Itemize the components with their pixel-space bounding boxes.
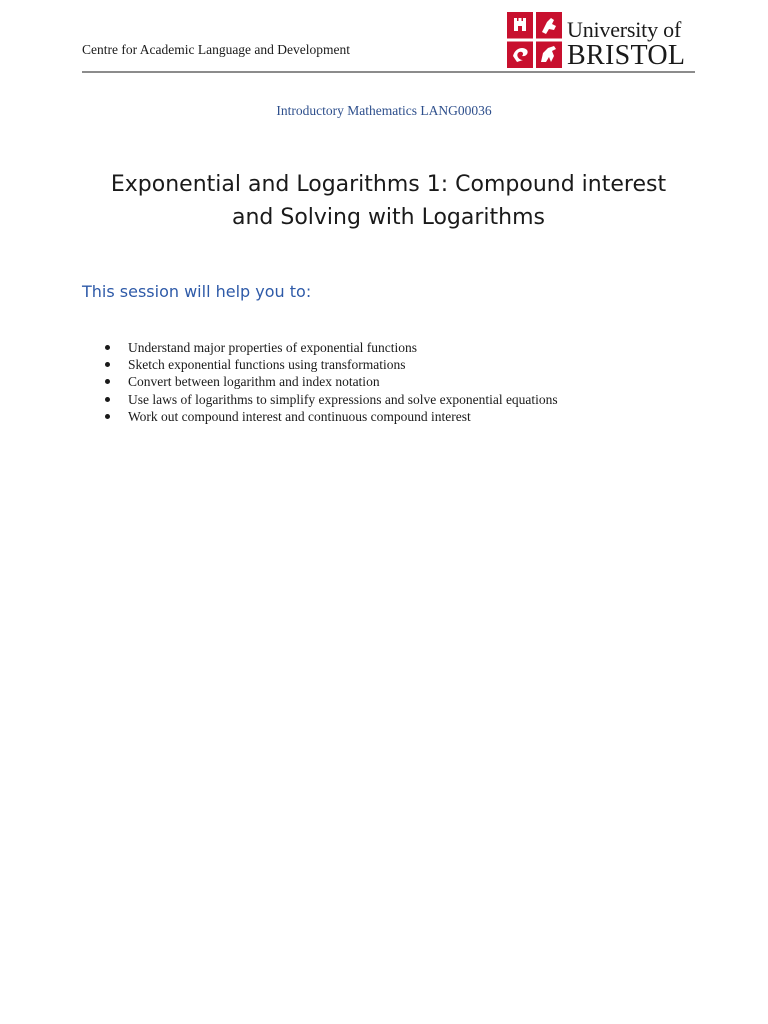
list-item [105, 408, 558, 425]
session-heading: This session will help you to: [82, 282, 312, 301]
objective-text: Convert between logarithm and index notation [128, 374, 380, 390]
objectives-list [105, 339, 558, 425]
department-name: Centre for Academic Language and Development [82, 42, 351, 57]
header-divider [82, 71, 695, 73]
title-line-2: and Solving with Logarithms [231, 205, 546, 230]
objective-text: Understand major properties of exponential functions [128, 340, 418, 355]
university-crest-icon [507, 12, 562, 68]
list-item [105, 356, 558, 373]
list-item [105, 339, 558, 356]
bullet-icon [105, 397, 110, 402]
bullet-icon [105, 362, 110, 367]
bullet-icon [105, 379, 110, 384]
objective-text: Use laws of logarithms to simplify expressions and solve exponential equations [128, 391, 558, 407]
bullet-icon [105, 414, 110, 419]
logo-university-of: University of [567, 17, 682, 42]
course-label: Introductory Mathematics LANG00036 [276, 103, 492, 118]
bullet-icon [105, 345, 110, 350]
title-line-1: Exponential and Logarithms 1: Compound interest [110, 172, 667, 197]
objective-text: Work out compound interest and continuous compound interest [128, 408, 471, 424]
page-header [82, 0, 695, 74]
list-item [105, 373, 558, 390]
document-title [82, 168, 695, 234]
logo-bristol: BRISTOL [567, 40, 686, 71]
objective-text: Sketch exponential functions using transformations [128, 357, 406, 373]
list-item [105, 391, 558, 408]
university-logo [507, 12, 697, 71]
